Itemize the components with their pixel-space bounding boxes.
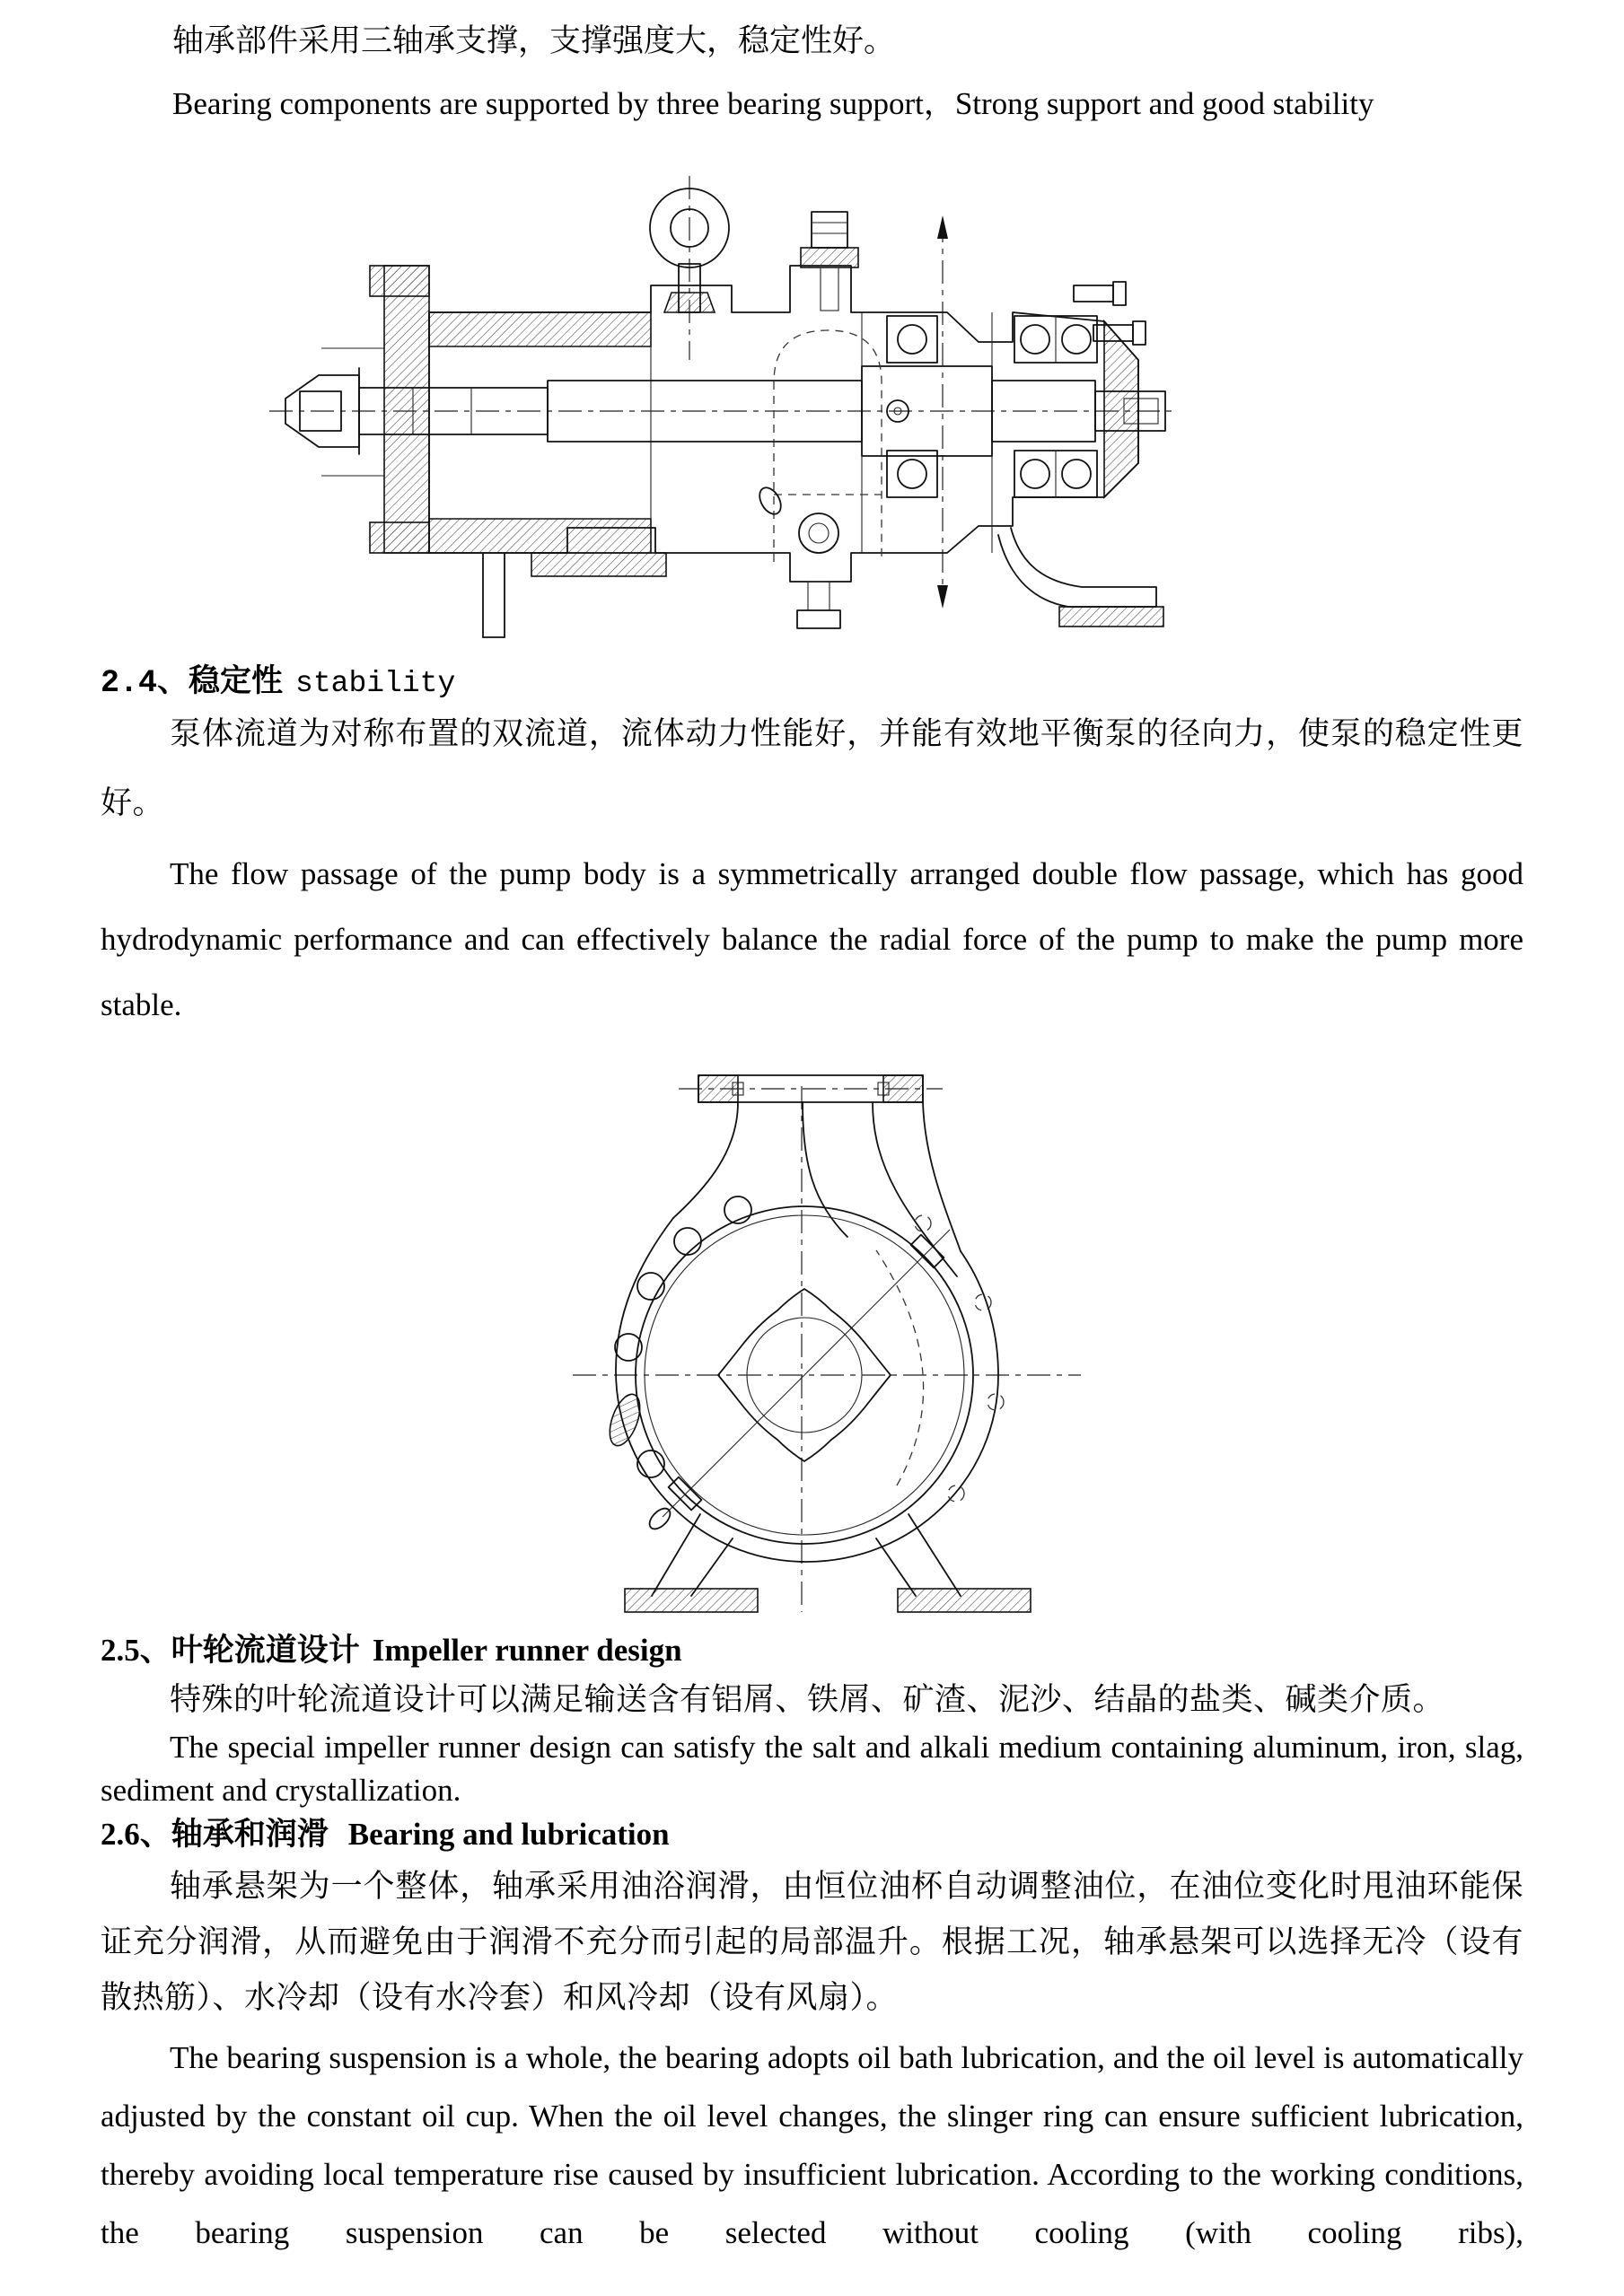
section-2-6-body-zh: 轴承悬架为一个整体，轴承采用油浴润滑，由恒位油杯自动调整油位，在油位变化时甩油环能保证充分润滑，从而避免由于润滑不充分而引起的局部温升。根据工况，轴承悬架可以选择无冷（设有散热筋）、水冷却（设有水冷套）和风冷却（设有风扇）。 [101, 1869, 1523, 2015]
section-2-4-body-en: The flow passage of the pump body is a symmetrically arranged double flow passage, which has good hydrodynamic performance and can effectively balance the radial force of the pump to make the pump more stable. [101, 856, 1523, 1022]
rim-lugs [604, 1196, 751, 1477]
section-2-4-heading [101, 656, 455, 701]
section-2-6-body-en: The bearing suspension is a whole, the bearing adopts oil bath lubrication, and the oil level is automatically adjusted by the constant oil cup. When the oil level changes, the slinger ring can ensure sufficient lubrication, thereby avoiding local temperature rise caused by insufficient lubrication. According to the working conditions, the bearing suspension can be selected without cooling (with cooling ribs), [101, 2040, 1523, 2250]
section-2-5-title-en: Impeller runner design [372, 1633, 682, 1668]
bottom-plug-bolt [797, 582, 840, 628]
section-2-6-title-en: Bearing and lubrication [347, 1817, 670, 1852]
hidden-details [876, 1215, 1004, 1502]
bottom-flange-and-pipe [483, 553, 666, 637]
section-2-5-body-en: The special impeller runner design can satisfy the salt and alkali medium containing aluminum, iron, slag, sediment and crystallization. [101, 1730, 1523, 1808]
bearing-housing [429, 266, 1138, 582]
section-2-4-body-zh: 泵体流道为对称布置的双流道，流体动力性能好，并能有效地平衡泵的径向力，使泵的稳定性更好。 [101, 716, 1523, 820]
top-plug-bolt [801, 212, 858, 311]
discharge-flange [679, 1075, 943, 1102]
section-2-4-title-zh: 稳定性 [189, 663, 284, 698]
hidden-contour [755, 330, 882, 562]
support-bracket [998, 528, 1163, 627]
vertical-centerline [937, 215, 948, 609]
section-2-6-number: 2.6、 [101, 1817, 171, 1852]
section-line [645, 1230, 950, 1533]
section-2-4-number: 2.4、 [101, 665, 189, 701]
intro-line-zh: 轴承部件采用三轴承支撑，支撑强度大，稳定性好。 [172, 23, 896, 58]
section-2-5-number: 2.5、 [101, 1633, 171, 1668]
section-2-6-title-zh: 轴承和润滑 [171, 1817, 329, 1852]
section-2-4-title-en: stability [295, 667, 456, 700]
intro-line-en: Bearing components are supported by three bearing support，Strong support and good stability [172, 86, 1374, 121]
left-bearing [887, 316, 937, 497]
section-2-5-heading [101, 1626, 682, 1670]
pump-casing-figure [573, 1061, 1081, 1617]
section-2-5-title-zh: 叶轮流道设计 [171, 1633, 360, 1668]
section-2-5-body-zh: 特殊的叶轮流道设计可以满足输送含有铝屑、铁屑、矿渣、泥沙、结晶的盐类、碱类介质。 [170, 1682, 1445, 1717]
support-feet [625, 1514, 1031, 1612]
bearing-assembly-figure [269, 176, 1174, 639]
section-2-6-heading [101, 1810, 670, 1854]
right-double-bearing [1014, 316, 1097, 497]
